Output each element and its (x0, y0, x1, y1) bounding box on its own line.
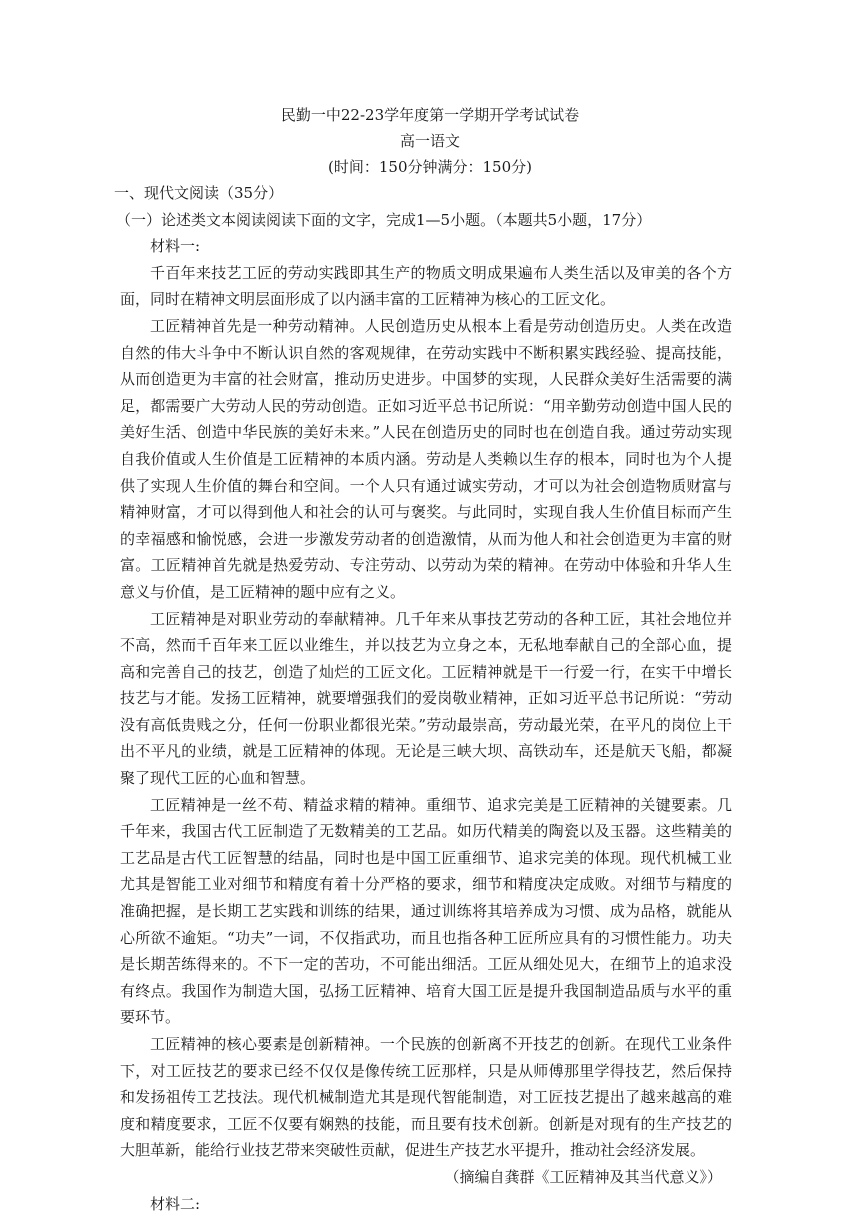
section-heading-part1-sub1: （一）论述类文本阅读阅读下面的文字，完成1—5小题。（本题共5小题，17分） (116, 210, 652, 229)
material1-paragraph-2: 工匠精神首先是一种劳动精神。人民创造历史从根本上看是劳动创造历史。人类在改造自然的伟大斗争中不断认识自然的客观规律，在劳动实践中不断积累实践经验、提高技能，从而创造更为丰富的社会财富，推动历史进步。中国梦的实现，人民群众美好生活需要的满足，都需要广大劳动人民的劳动创造。正如习近平总书记所说：“用辛勤劳动创造中国人民的美好生活、创造中华民族的美好未来。”人民在创造历史的同时也在创造自我。通过劳动实现自我价值或人生价值是工匠精神的本质内涵。劳动是人类赖以生存的根本，同时也为个人提供了实现人生价值的舞台和空间。一个人只有通过诚实劳动，才可以为社会创造物质财富与精神财富，才可以得到他人和社会的认可与褒奖。与此同时，实现自我人生价值目标而产生的幸福感和愉悦感，会进一步激发劳动者的创造激情，从而为他人和社会创造更为丰富的财富。工匠精神首先就是热爱劳动、专注劳动、以劳动为荣的精神。在劳动中体验和升华人生意义与价值，是工匠精神的题中应有之义。 (120, 316, 732, 601)
material1-source: （摘编自龚群《工匠精神及其当代意义》） (444, 1167, 722, 1186)
material1-label: 材料一: (150, 237, 201, 256)
material1-paragraph-5: 工匠精神的核心要素是创新精神。一个民族的创新离不开技艺的创新。在现代工业条件下，对工匠技艺的要求已经不仅仅是像传统工匠那样，只是从师傅那里学得技艺，然后保持和发扬祖传工艺技法。现代机械制造尤其是现代智能制造，对工匠技艺提出了越来越高的难度和精度要求，工匠不仅要有娴熟的技能，而且要有技术创新。创新是对现有的生产技艺的大胆革新，能给行业技艺带来突破性贡献，促进生产技艺水平提升，推动社会经济发展。 (120, 1035, 732, 1160)
material2-label: 材料二: (150, 1194, 201, 1213)
exam-subject: 高一语文 (399, 132, 460, 150)
material1-paragraph-3: 工匠精神是对职业劳动的奉献精神。几千年来从事技艺劳动的各种工匠，其社会地位并不高，然而千百年来工匠以业维生，并以技艺为立身之本，无私地奉献自己的全部心血，提高和完善自己的技艺，创造了灿烂的工匠文化。工匠精神就是干一行爱一行，在实干中增长技艺与才能。发扬工匠精神，就要增强我们的爱岗敬业精神，正如习近平总书记所说：“劳动没有高低贵贱之分，任何一份职业都很光荣。”劳动最崇高，劳动最光荣，在平凡的岗位上干出不平凡的业绩，就是工匠精神的体现。无论是三峡大坝、高铁动车，还是航天飞船，都凝聚了现代工匠的心血和智慧。 (120, 609, 732, 788)
exam-title: 民勤一中22-23学年度第一学期开学考试试卷 (280, 106, 580, 124)
material1-paragraph-1: 千百年来技艺工匠的劳动实践即其生产的物质文明成果遍布人类生活以及审美的各个方面，同时在精神文明层面形成了以内涵丰富的工匠精神为核心的工匠文化。 (120, 263, 732, 309)
exam-content (114, 180, 732, 1217)
section-heading-part1: 一、现代文阅读（35分） (114, 184, 284, 202)
exam-time-info: (时间：150分钟满分：150分) (328, 158, 532, 176)
material1-paragraph-4: 工匠精神是一丝不苟、精益求精的精神。重细节、追求完美是工匠精神的关键要素。几千年来，我国古代工匠制造了无数精美的工艺品。如历代精美的陶瓷以及玉器。这些精美的工艺品是古代工匠智慧的结晶，同时也是中国工匠重细节、追求完美的体现。现代机械工业尤其是智能工业对细节和精度有着十分严格的要求，细节和精度决定成败。对细节与精度的准确把握，是长期工艺实践和训练的结果，通过训练将其培养成为习惯、成为品格，就能从心所欲不逾矩。“功夫”一词，不仅指武功，而且也指各种工匠所应具有的习惯性能力。功夫是长期苦练得来的。不下一定的苦功，不可能出细活。工匠从细处见大，在细节上的追求没有终点。我国作为制造大国，弘扬工匠精神、培育大国工匠是提升我国制造品质与水平的重要环节。 (120, 795, 732, 1027)
